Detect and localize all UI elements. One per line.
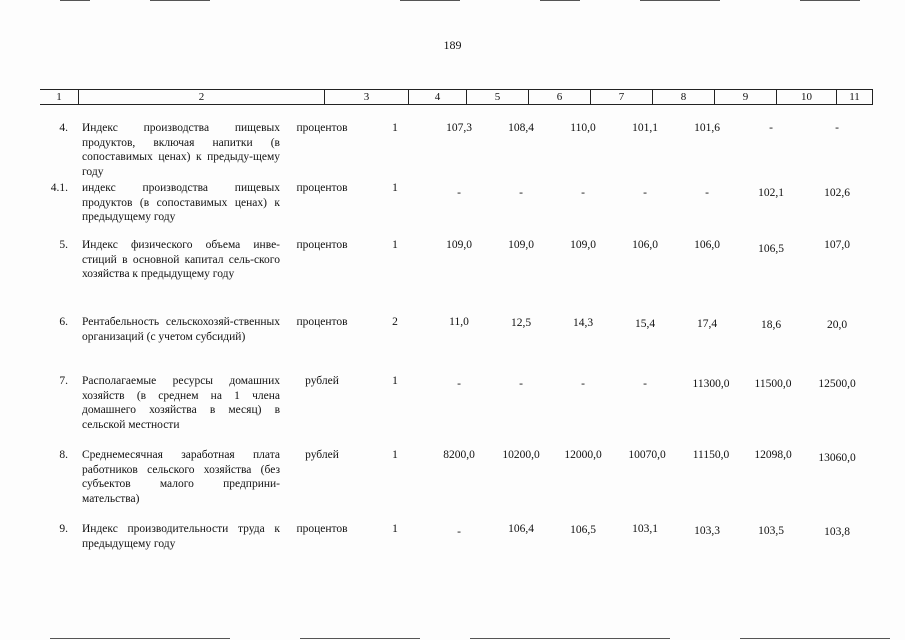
value-col-10: 106,5 xyxy=(758,243,784,255)
value-col-11: 20,0 xyxy=(826,319,848,331)
header-cell-2: 2 xyxy=(78,90,324,104)
value-col-5: 11,0 xyxy=(449,316,469,328)
value-col-6: 106,4 xyxy=(508,523,534,535)
table-header-row xyxy=(40,89,873,105)
value-col-7: 106,5 xyxy=(570,524,596,536)
header-cell-6: 6 xyxy=(528,90,590,104)
value-col-9: 103,3 xyxy=(694,525,720,537)
scan-top-edge xyxy=(0,0,905,3)
value-col-9: 101,6 xyxy=(694,122,720,134)
code: 1 xyxy=(392,449,398,461)
value-col-8: - xyxy=(643,187,647,199)
value-col-9: 11150,0 xyxy=(692,449,730,461)
value-col-7: 12000,0 xyxy=(564,449,602,461)
code: 1 xyxy=(392,122,398,134)
value-col-7: - xyxy=(581,187,585,199)
value-col-10: - xyxy=(769,122,773,134)
value-col-11: 107,0 xyxy=(824,239,850,251)
unit: процентов xyxy=(296,182,348,194)
header-cell-4: 4 xyxy=(408,90,466,104)
value-col-5: 109,0 xyxy=(446,239,472,251)
unit: процентов xyxy=(296,523,348,535)
value-col-11: 102,6 xyxy=(824,187,850,199)
value-col-10: 102,1 xyxy=(758,187,784,199)
value-col-7: - xyxy=(581,378,585,390)
value-col-9: 11300,0 xyxy=(692,378,730,390)
unit: процентов xyxy=(296,239,348,251)
code: 1 xyxy=(392,239,398,251)
indicator-name: Располагаемые ресурсы домашних хозяйств (в среднем на 1 члена домашнего хозяйства в месяц) в сельской местности xyxy=(82,375,280,431)
indicator-name: Рентабельность сельскохозяй-ственных организаций (с учетом субсидий) xyxy=(82,316,280,343)
value-col-11: 13060,0 xyxy=(818,452,856,464)
value-col-10: 12098,0 xyxy=(754,449,792,461)
value-col-6: - xyxy=(519,187,523,199)
header-cell-3: 3 xyxy=(324,90,408,104)
value-col-5: - xyxy=(457,526,461,538)
row-number: 6. xyxy=(59,316,68,328)
value-col-8: 106,0 xyxy=(632,239,658,251)
value-col-10: 103,5 xyxy=(758,525,784,537)
header-cell-7: 7 xyxy=(590,90,652,104)
row-number: 5. xyxy=(59,239,68,251)
value-col-9: 17,4 xyxy=(696,318,718,330)
value-col-5: 8200,0 xyxy=(443,449,475,461)
value-col-11: 12500,0 xyxy=(818,378,856,390)
unit: процентов xyxy=(296,316,348,328)
indicator-name: Индекс производительности труда к предыдущему году xyxy=(82,523,280,550)
row-number: 8. xyxy=(59,449,68,461)
header-cell-8: 8 xyxy=(652,90,714,104)
value-col-6: 109,0 xyxy=(508,239,534,251)
header-cell-11: 11 xyxy=(836,90,873,104)
value-col-11: 103,8 xyxy=(824,526,850,538)
value-col-6: - xyxy=(519,378,523,390)
value-col-7: 14,3 xyxy=(572,317,594,329)
value-col-6: 12,5 xyxy=(510,317,532,329)
value-col-8: 103,1 xyxy=(632,523,658,535)
value-col-5: - xyxy=(457,187,461,199)
value-col-11: - xyxy=(835,122,839,134)
page-number: 189 xyxy=(443,38,462,52)
value-col-6: 108,4 xyxy=(508,122,534,134)
header-cell-1: 1 xyxy=(56,91,62,103)
header-cell-10: 10 xyxy=(776,90,836,104)
value-col-8: 101,1 xyxy=(632,122,658,134)
value-col-10: 18,6 xyxy=(760,319,782,331)
value-col-8: 15,4 xyxy=(634,318,656,330)
row-number: 7. xyxy=(59,375,68,387)
value-col-5: 107,3 xyxy=(446,122,472,134)
value-col-9: - xyxy=(705,187,709,199)
header-cell-9: 9 xyxy=(714,90,776,104)
indicator-name: Индекс производства пищевых продуктов, включая напитки (в сопоставимых ценах) к предыду-щему году xyxy=(82,122,280,178)
code: 1 xyxy=(392,182,398,194)
value-col-8: 10070,0 xyxy=(628,449,666,461)
value-col-7: 109,0 xyxy=(570,239,596,251)
code: 1 xyxy=(392,523,398,535)
value-col-10: 11500,0 xyxy=(754,378,792,390)
row-number: 4. xyxy=(59,122,68,134)
indicator-name: Индекс физического объема инве-стиций в основной капитал сель-ского хозяйства к предыдущему году xyxy=(82,239,280,280)
value-col-8: - xyxy=(643,378,647,390)
unit: рублей xyxy=(305,375,339,387)
row-number: 9. xyxy=(59,523,68,535)
value-col-6: 10200,0 xyxy=(502,449,540,461)
indicator-name: индекс производства пищевых продуктов (в сопоставимых ценах) к предыдущему году xyxy=(82,182,280,223)
unit: процентов xyxy=(296,122,348,134)
code: 2 xyxy=(392,316,398,328)
code: 1 xyxy=(392,375,398,387)
row-number: 4.1. xyxy=(50,182,68,194)
indicator-name: Среднемесячная заработная плата работников сельского хозяйства (без субъектов малого предприни-мательства) xyxy=(82,449,280,505)
value-col-7: 110,0 xyxy=(570,122,596,134)
unit: рублей xyxy=(305,449,339,461)
header-cell-5: 5 xyxy=(466,90,528,104)
value-col-5: - xyxy=(457,378,461,390)
value-col-9: 106,0 xyxy=(694,239,720,251)
